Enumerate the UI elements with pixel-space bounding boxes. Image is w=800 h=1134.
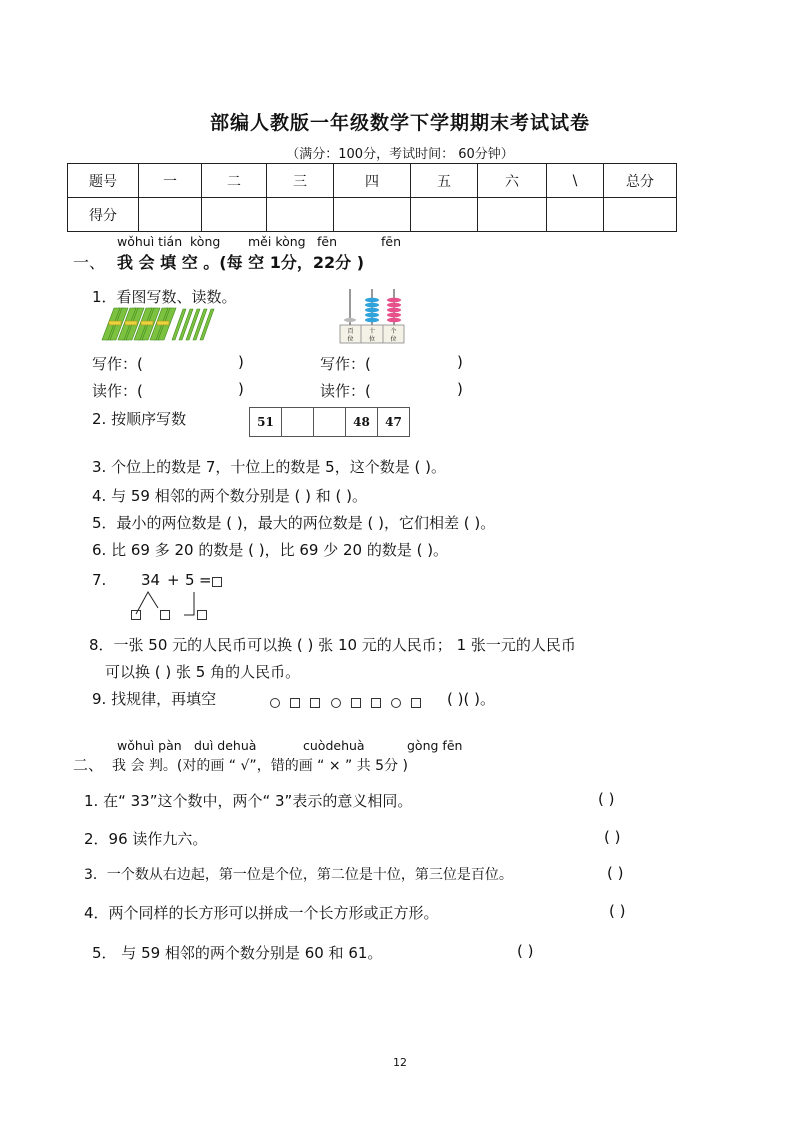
judge-answer[interactable]: ( ) [607,864,624,882]
pinyin: fēn [381,234,402,249]
q7-operand-a: 34 [141,571,161,589]
judge-question: 3．一个数从右边起，第一位是个位，第二位是十位，第三位是百位。 [84,867,513,883]
score-cell[interactable] [202,198,267,232]
score-cell[interactable] [334,198,411,232]
pattern-square [290,698,300,708]
sequence-cell-blank[interactable] [314,408,346,437]
score-table [67,163,677,232]
page-title: 部编人教版一年级数学下学期期末考试试卷 [209,112,590,134]
judge-answer[interactable]: ( ) [517,942,534,960]
sequence-cell: 51 [250,408,282,437]
score-header-cell: 题号 [68,164,139,198]
sticks-picture [100,306,218,344]
judge-question: 4．两个同样的长方形可以拼成一个长方形或正方形。 [84,904,439,922]
score-header-cell: 六 [478,164,547,198]
pattern-square [351,698,361,708]
close-paren: ) [238,380,244,398]
pinyin: wǒhuì tián [117,234,183,249]
pattern-sequence [270,692,421,711]
judge-question: 2．96 读作九六。 [84,830,208,848]
question-6: 6. 比 69 多 20 的数是 ( )，比 69 少 20 的数是 ( )。 [92,541,449,559]
tens-beads [365,298,379,323]
section-title: 我 会 填 空 。(每 空 1分，22分 ) [117,253,365,272]
question-8: 8．一张 50 元的人民币可以换 ( ) 张 10 元的人民币； 1 张一元的人民币 [89,636,576,654]
answer-box[interactable] [131,610,141,620]
single-sticks [172,309,214,340]
pattern-square [310,698,320,708]
ones-beads [387,298,401,323]
svg-text:位: 位 [390,336,397,343]
q7-operand-b: 5 [185,571,195,589]
question-1: 1．看图写数、读数。 [92,288,237,306]
question-9: 9. 找规律，再填空 [92,690,217,708]
sequence-cell: 47 [378,408,410,437]
score-header-cell: 总分 [604,164,677,198]
question-2: 2. 按顺序写数 [92,410,187,428]
answer-box[interactable] [212,577,222,587]
pattern-square [371,698,381,708]
score-header-cell: 五 [411,164,478,198]
score-header-cell: 一 [139,164,202,198]
sequence-boxes [249,407,410,437]
score-header-cell: \ [547,164,604,198]
pinyin: gòng fēn [407,738,463,753]
section-title: 我 会 判。(对的画 “ √”，错的画 “ × ” 共 5分 ) [112,758,408,774]
score-cell[interactable] [604,198,677,232]
score-cell[interactable] [139,198,202,232]
score-header-cell: 四 [334,164,411,198]
close-paren: ) [238,353,244,371]
sequence-cell: 48 [346,408,378,437]
score-header-cell: 二 [202,164,267,198]
answer-box[interactable] [197,610,207,620]
close-paren: ) [457,380,463,398]
pattern-square [411,698,421,708]
score-table-score-row [68,198,677,232]
svg-text:位: 位 [347,336,354,343]
judge-question: 5． 与 59 相邻的两个数分别是 60 和 61。 [92,944,383,962]
abacus-picture [338,287,418,345]
question-5: 5．最小的两位数是 ( )，最大的两位数是 ( )，它们相差 ( )。 [92,514,496,532]
answer-box[interactable] [160,610,170,620]
score-cell[interactable] [547,198,604,232]
read-label: 读作：( [320,382,371,400]
q7-plus: + [167,571,180,589]
abacus-label-ones: 个 [390,328,397,335]
pinyin: cuòdehuà [303,738,365,753]
pattern-circle [391,698,401,708]
page-number: 12 [393,1056,407,1069]
pinyin: kòng [190,234,221,249]
judge-answer[interactable]: ( ) [609,902,626,920]
pinyin: duì dehuà [194,738,257,753]
question-8-line2: 可以换 ( ) 张 5 角的人民币。 [105,663,301,681]
score-cell[interactable] [411,198,478,232]
score-cell[interactable] [267,198,334,232]
sequence-cell-blank[interactable] [282,408,314,437]
svg-text:位: 位 [368,336,376,343]
close-paren: ) [457,353,463,371]
section-number: 二、 [73,756,104,774]
read-label: 读作：( [92,382,143,400]
judge-answer[interactable]: ( ) [598,790,615,808]
pattern-circle [270,698,280,708]
section-number: 一、 [73,253,106,272]
question-7-label: 7. [92,571,107,589]
pinyin: měi kòng [248,234,306,249]
pinyin: fēn [317,234,338,249]
abacus-label-tens: 十 [368,328,376,335]
judge-question: 1. 在“ 33”这个数中，两个“ 3”表示的意义相同。 [84,792,413,810]
score-cell[interactable] [478,198,547,232]
judge-answer[interactable]: ( ) [604,828,621,846]
q7-equals: = [199,571,212,589]
pattern-circle [331,698,341,708]
question-3: 3. 个位上的数是 7，十位上的数是 5，这个数是 ( )。 [92,458,446,476]
q9-blanks: ( )( )。 [447,690,495,708]
pinyin: wǒhuì pàn [117,738,182,753]
question-4: 4. 与 59 相邻的两个数分别是 ( ) 和 ( )。 [92,487,367,505]
abacus-label-hundreds: 百 [347,328,354,335]
page-subtitle: （满分：100分，考试时间： 60分钟） [286,147,514,162]
score-table-header-row [68,164,677,198]
score-header-cell: 三 [267,164,334,198]
write-label: 写作：( [320,355,371,373]
score-row-label: 得分 [68,198,139,232]
write-label: 写作：( [92,355,143,373]
